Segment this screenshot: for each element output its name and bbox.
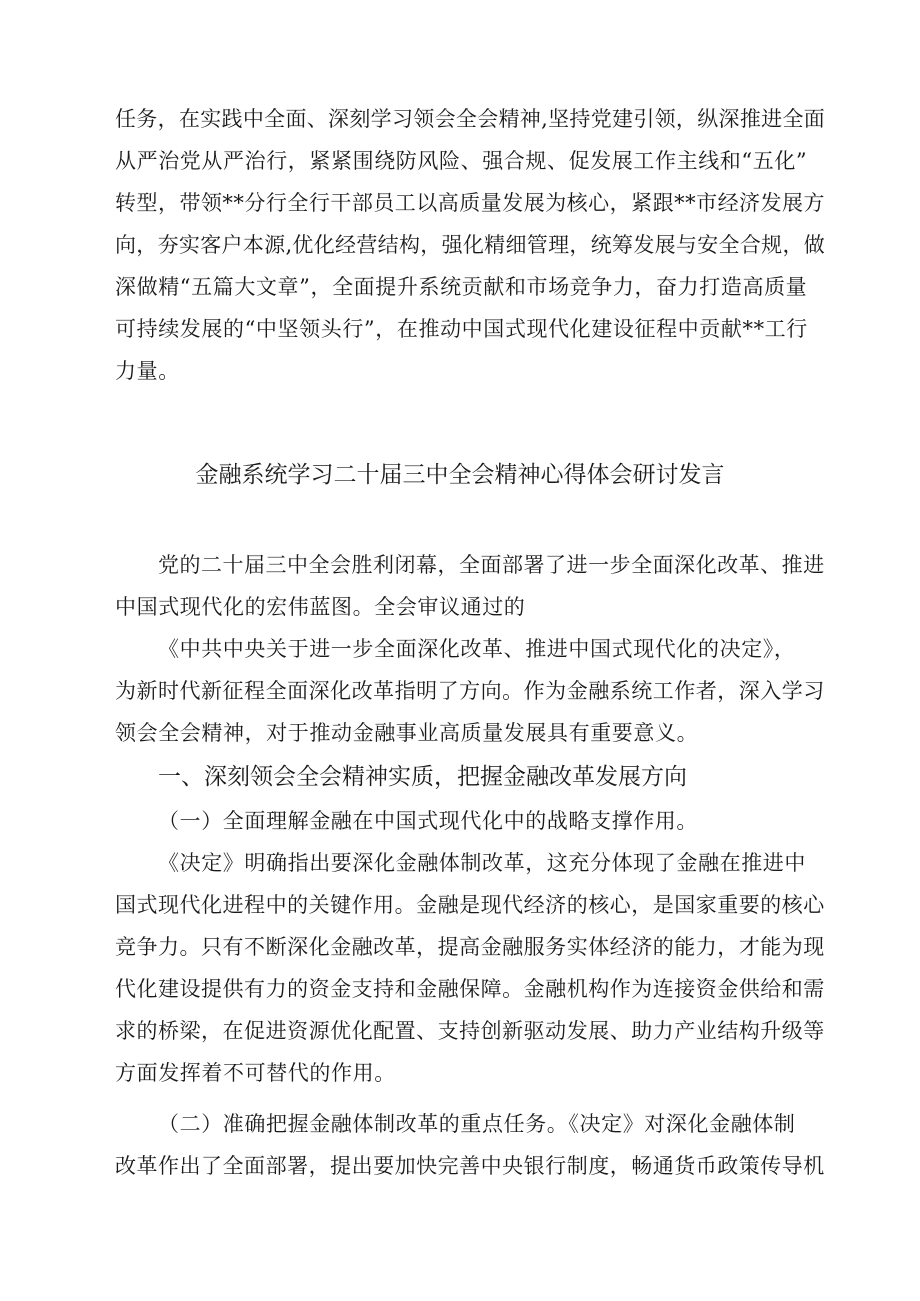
article-title: 金融系统学习二十届三中全会精神心得体会研讨发言 (195, 462, 725, 488)
body-line: 代化建设提供有力的资金支持和金融保障。金融机构作为连接资金供给和需 (115, 977, 825, 1001)
continuation-line: 深做精“五篇大文章”，全面提升系统贡献和市场竞争力，奋力打造高质量 (115, 275, 808, 299)
continuation-line: 转型，带领**分行全行干部员工以高质量发展为核心，紧跟**市经济发展方 (115, 191, 825, 215)
body-line: （二）准确把握金融体制改革的重点任务。《决定》对深化金融体制 (158, 1112, 796, 1136)
continuation-line: 任务，在实践中全面、深刻学习领会全会精神,坚持党建引领，纵深推进全面 (115, 107, 826, 131)
intro-line: 中国式现代化的宏伟蓝图。全会审议通过的 (115, 595, 526, 619)
intro-line: 为新时代新征程全面深化改革指明了方向。作为金融系统工作者，深入学习 (115, 679, 825, 703)
intro-line: 党的二十届三中全会胜利闭幕，全面部署了进一步全面深化改革、推进 (158, 553, 825, 577)
body-line: 求的桥梁，在促进资源优化配置、支持创新驱动发展、助力产业结构升级等 (115, 1019, 825, 1043)
body-line: 方面发挥着不可替代的作用。 (115, 1061, 396, 1085)
continuation-line: 力量。 (115, 359, 180, 383)
subsection-heading: （一）全面理解金融在中国式现代化中的战略支撑作用。 (158, 809, 698, 833)
section-heading: 一、深刻领会全会精神实质，把握金融改革发展方向 (158, 764, 687, 790)
continuation-line: 可持续发展的“中坚领头行”，在推动中国式现代化建设征程中贡献**工行 (115, 317, 808, 341)
intro-line: 《中共中央关于进一步全面深化改革、推进中国式现代化的决定》， (158, 637, 796, 661)
body-line: 《决定》明确指出要深化金融体制改革，这充分体现了金融在推进中 (158, 851, 806, 875)
body-line: 国式现代化进程中的关键作用。金融是现代经济的核心，是国家重要的核心 (115, 893, 825, 917)
continuation-line: 从严治党从严治行，紧紧围绕防风险、强合规、促发展工作主线和“五化” (115, 149, 808, 173)
continuation-line: 向，夯实客户本源,优化经营结构，强化精细管理，统筹发展与安全合规，做 (115, 233, 826, 257)
body-line: 竞争力。只有不断深化金融改革，提高金融服务实体经济的能力，才能为现 (115, 935, 825, 959)
intro-line: 领会全会精神，对于推动金融事业高质量发展具有重要意义。 (115, 721, 699, 745)
body-line: 改革作出了全面部署，提出要加快完善中央银行制度，畅通货币政策传导机 (115, 1154, 825, 1178)
